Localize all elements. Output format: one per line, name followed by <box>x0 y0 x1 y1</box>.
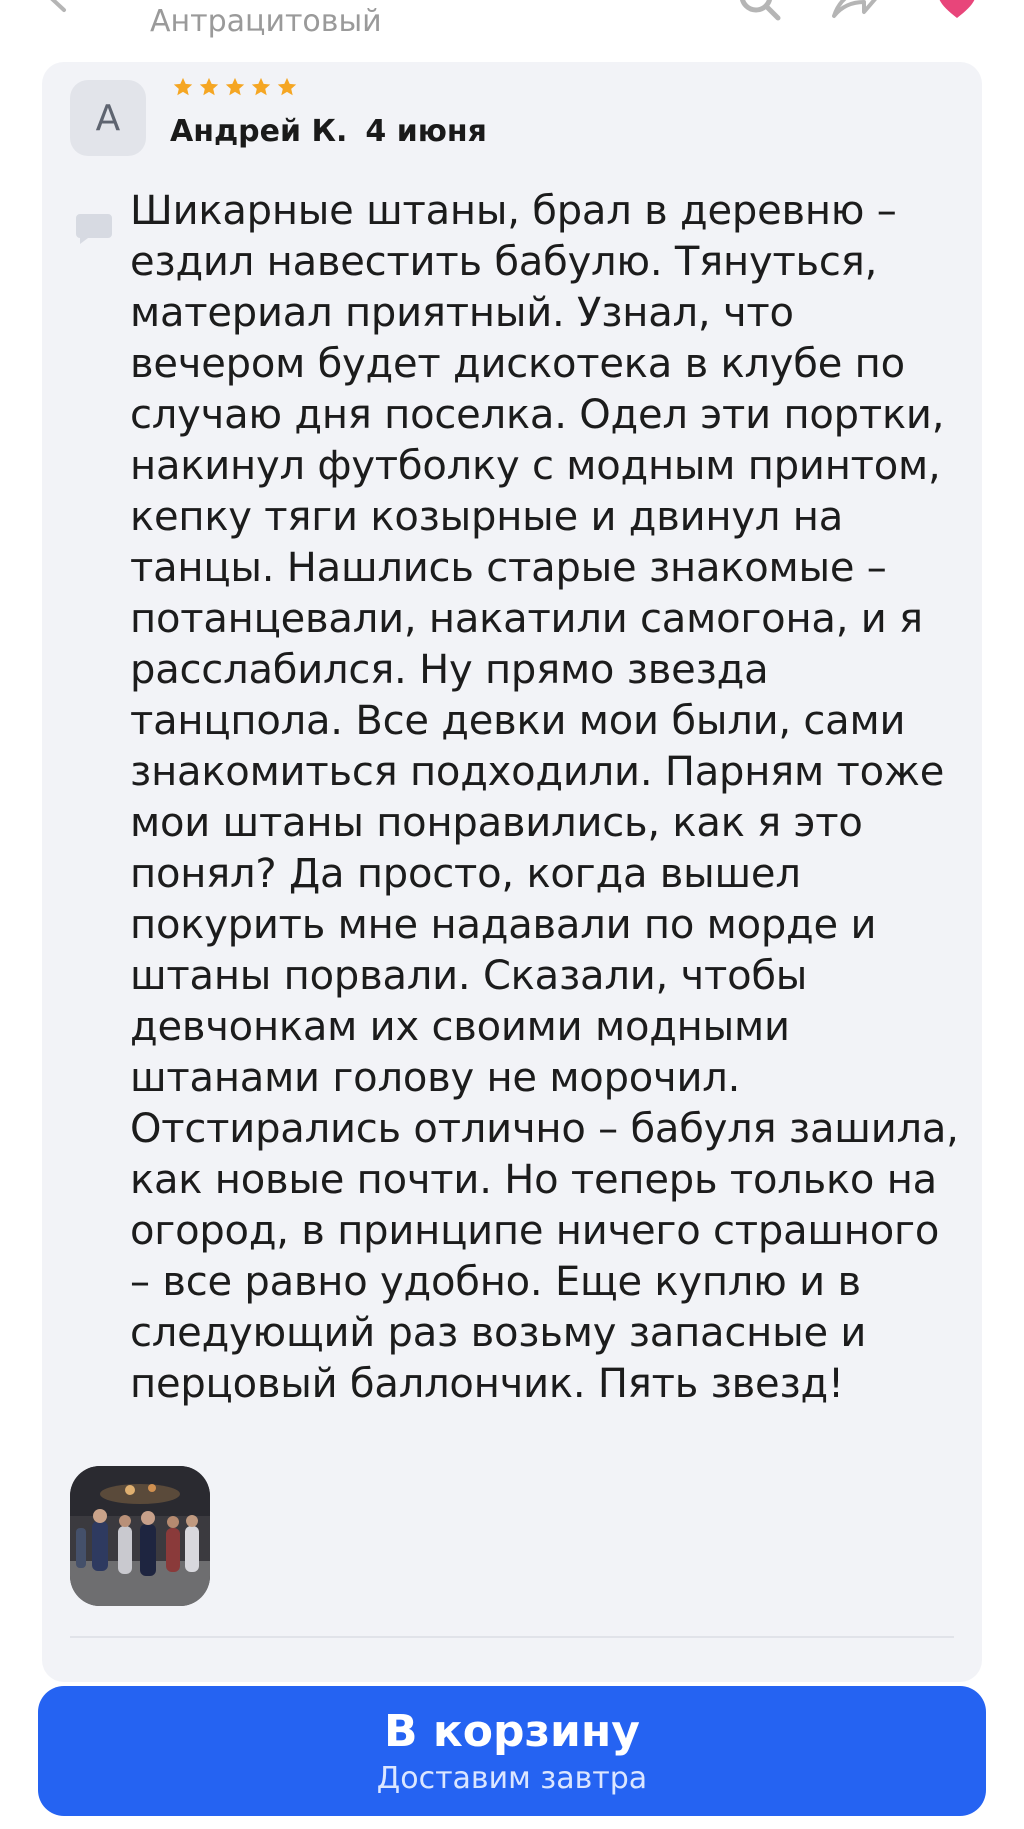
product-variant-subtitle: Антрацитовый <box>150 4 382 39</box>
star-icon <box>250 76 272 98</box>
review-text: Шикарные штаны, брал в деревню – ездил навестить бабулю. Тянуться, материал приятный. Узнал, что вечером будет дискотека в клубе по случаю дня поселка. Одел эти портки, накинул футболку с модным принтом, кепку тяги козырные и двинул на танцы. Нашлись старые знакомые – потанцевали, накатили самогона, и я расслабился. Ну прямо звезда танцпола. Все девки мои были, сами знакомиться подходили. Парням тоже мои штаны понравились, как я это понял? Да просто, когда вышел покурить мне надавали по морде и штаны порвали. Сказали, чтобы девчонкам их своими модными штанами голову не морочил. Отстирались отлично – бабуля зашила, как новые почти. Но теперь только на огород, в принципе ничего страшного – все равно удобно. Еще куплю и в следующий раз возьму запасные и перцовый баллончик. Пять звезд! <box>130 188 959 1407</box>
star-icon <box>224 76 246 98</box>
star-icon <box>276 76 298 98</box>
star-icon <box>198 76 220 98</box>
delivery-info: Доставим завтра <box>376 1761 648 1796</box>
add-to-cart-button[interactable] <box>38 1686 986 1816</box>
review-date: 4 июня <box>365 114 487 149</box>
author-name: Андрей К. <box>170 114 348 149</box>
add-to-cart-label: В корзину <box>384 1706 640 1757</box>
avatar: А <box>70 80 146 156</box>
search-icon[interactable] <box>738 0 782 22</box>
rating-stars <box>172 76 298 98</box>
heart-icon[interactable] <box>936 0 978 20</box>
divider <box>70 1636 954 1638</box>
top-bar <box>0 0 1024 60</box>
review-meta <box>170 114 487 149</box>
review-card <box>42 62 982 1682</box>
comment-icon <box>74 212 114 246</box>
review-photo-thumbnail[interactable] <box>70 1466 210 1606</box>
review-photo <box>70 1466 210 1606</box>
chevron-left-icon[interactable] <box>40 0 74 14</box>
star-icon <box>172 76 194 98</box>
share-icon[interactable] <box>830 0 878 20</box>
